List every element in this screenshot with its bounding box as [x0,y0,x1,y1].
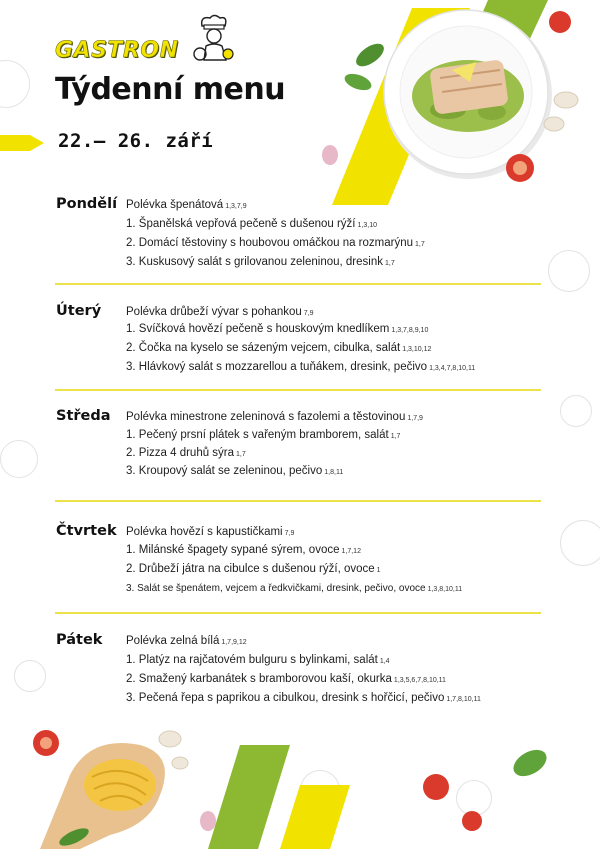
menu-item: 3. Salát se špenátem, vejcem a ředkvičkami, dresink, pečivo, ovoce 1,3,8,10,11 [126,583,463,594]
tomato-icon [423,774,449,800]
menu-item: 2. Drůbeží játra na cibulce s dušenou rýží, ovoce 1 [126,563,381,575]
day-name: Úterý [56,303,102,319]
allergen-codes: 1,8,11 [324,469,344,476]
doodle-circle [560,395,592,427]
day-name: Středa [56,408,111,424]
tomato-icon [462,811,482,831]
allergen-codes: 1,3,4,7,8,10,11 [429,365,476,372]
allergen-codes: 1,3,10 [357,222,377,229]
allergen-codes: 1,7,8,10,11 [446,696,481,703]
menu-item: 1. Španělská vepřová pečeně s dušenou rýží 1,3,10 [126,218,377,230]
allergen-codes: 1,4 [379,658,390,665]
basil-leaf-icon [342,71,373,94]
allergen-codes: 1,7,9,12 [221,639,247,646]
menu-item: 1. Pečený prsní plátek s vařeným bramborem, salát 1,7 [126,429,401,441]
yellow-stripe [280,785,350,849]
soup-line: Polévka zelná bílá 1,7,9,12 [126,635,247,647]
garlic-icon [200,811,216,831]
menu-item: 3. Hlávkový salát s mozzarellou a tuňákem, dresink, pečivo 1,3,4,7,8,10,11 [126,361,476,373]
doodle-circle [14,660,46,692]
menu-item: 1. Svíčková hovězí pečeně s houskovým knedlíkem 1,3,7,8,9,10 [126,323,429,335]
separator-line [55,612,541,614]
separator-line [55,283,541,285]
basil-leaf-icon [352,39,387,70]
separator-line [55,389,541,391]
allergen-codes: 1,3,7,9 [225,203,247,210]
pasta-nest [84,759,156,811]
menu-item: 2. Smažený karbanátek s bramborovou kaší, okurka 1,3,5,6,7,8,10,11 [126,673,446,685]
allergen-codes: 1,3,7,8,9,10 [391,327,429,334]
menu-item: 3. Kuskusový salát s grilovanou zeleninou, dresink 1,7 [126,256,395,268]
basil-leaf-icon [509,744,551,781]
page-title: Týdenní menu [55,72,286,107]
doodle-circle [560,520,600,566]
allergen-codes: 1,7 [384,260,395,267]
menu-item: 1. Milánské špagety sypané sýrem, ovoce 1,7,12 [126,544,361,556]
soup-line: Polévka hovězí s kapustičkami 7,9 [126,526,295,538]
green-stripe [208,745,290,849]
allergen-codes: 1 [376,567,381,574]
garlic-icon [322,145,338,165]
day-name: Pátek [56,632,103,648]
doodle-circle [548,250,590,292]
allergen-codes: 7,9 [284,530,295,537]
allergen-codes: 1,3,8,10,11 [427,586,463,593]
doodle-circle [0,440,38,478]
day-name: Čtvrtek [56,523,117,539]
date-arrow-icon [0,133,46,153]
soup-line: Polévka špenátová 1,3,7,9 [126,199,247,211]
brand-logo: GASTRON [55,38,179,63]
separator-line [55,500,541,502]
menu-item: 3. Pečená řepa s paprikou a cibulkou, dresink s hořčicí, pečivo 1,7,8,10,11 [126,692,481,704]
bottom-food-illustration [0,715,600,849]
day-name: Pondělí [56,196,118,212]
mushroom-icon [159,731,181,747]
allergen-codes: 1,3,10,12 [402,346,432,353]
allergen-codes: 1,7,12 [341,548,361,555]
menu-item: 2. Domácí těstoviny s houbovou omáčkou na rozmarýnu 1,7 [126,237,425,249]
chef-mascot-icon [192,14,234,62]
mushroom-icon [554,92,578,108]
menu-item: 2. Čočka na kyselo se sázeným vejcem, cibulka, salát 1,3,10,12 [126,342,432,354]
allergen-codes: 1,7 [236,451,246,458]
menu-item: 2. Pizza 4 druhů sýra 1,7 [126,447,246,459]
menu-item: 1. Platýz na rajčatovém bulguru s bylinkami, salát 1,4 [126,654,390,666]
allergen-codes: 1,7 [415,241,425,248]
allergen-codes: 1,3,5,6,7,8,10,11 [393,677,446,684]
soup-line: Polévka minestrone zeleninová s fazolemi a těstovinou 1,7,9 [126,411,423,423]
mushroom-icon [172,757,188,769]
allergen-codes: 1,7 [390,433,401,440]
date-range: 22.– 26. září [58,130,214,152]
tomato-icon [549,11,571,33]
allergen-codes: 1,7,9 [407,415,423,422]
soup-line: Polévka drůbeží vývar s pohankou 7,9 [126,306,314,318]
mushroom-icon [544,117,564,131]
menu-item: 3. Kroupový salát se zeleninou, pečivo 1,8,11 [126,465,344,477]
allergen-codes: 7,9 [303,310,314,317]
